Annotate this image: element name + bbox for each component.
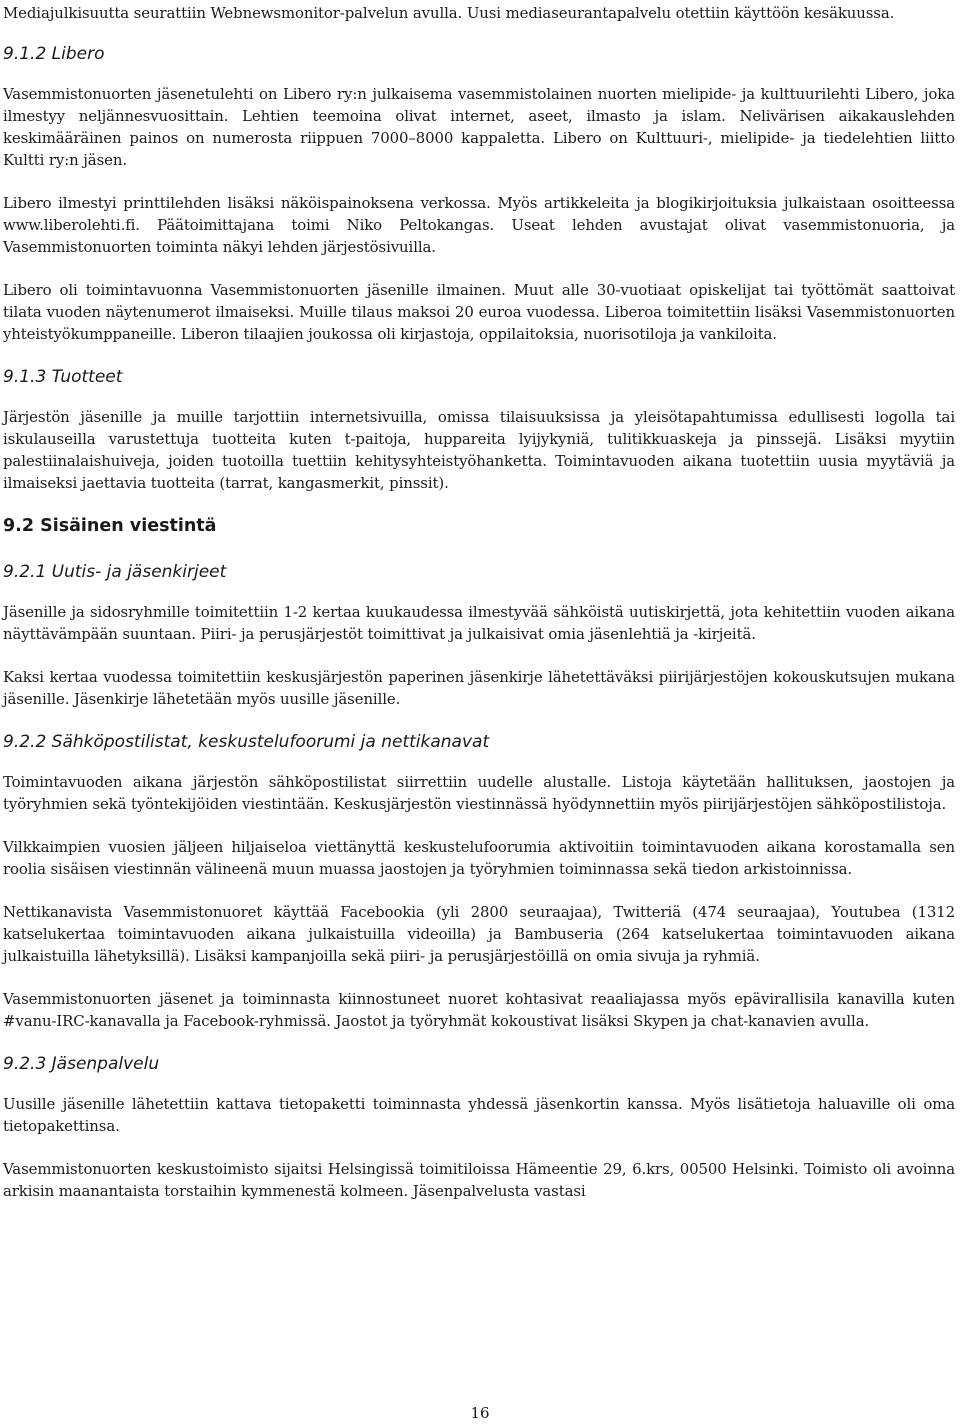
section-heading-sahkopostilistat: 9.2.2 Sähköpostilistat, keskustelufoorumi ja nettikanavat bbox=[3, 732, 490, 752]
jasenpalvelu-paragraph-1: Uusille jäsenille lähetettiin kattava tietopaketti toiminnasta yhdessä jäsenkortin kanssa. Myös lisätietoja haluaville oli oma tietopakettinsa. bbox=[3, 1095, 955, 1135]
section-heading-uutiskirjeet: 9.2.1 Uutis- ja jäsenkirjeet bbox=[3, 562, 227, 582]
sahkopostilistat-paragraph-4: Vasemmistonuorten jäsenet ja toiminnasta kiinnostuneet nuoret kohtasivat reaaliajassa myös epävirallisila kanavilla kuten #vanu-IRC-kanavalla ja Facebook-ryhmissä. Jaostot ja työryhmät kokoustivat lisäksi Skypen ja chat-kanavien avulla. bbox=[3, 990, 955, 1030]
libero-paragraph-2: Libero ilmestyi printtilehden lisäksi näköispainoksena verkossa. Myös artikkeleita ja blogikirjoituksia julkaistaan osoitteessa www.liberolehti.fi. Päätoimittajana toimi Niko Peltokangas. Useat lehden avustajat olivat vasemmistonuoria, ja Vasemmistonuorten toiminta näkyi lehden järjestösivuilla. bbox=[3, 194, 955, 256]
sahkopostilistat-paragraph-1: Toimintavuoden aikana järjestön sähköpostilistat siirrettiin uudelle alustalle. Listoja käytetään hallituksen, jaostojen ja työryhmien sekä työntekijöiden viestintään. Keskusjärjestön viestinnässä hyödynnettiin myös piirijärjestöjen sähköpostilistoja. bbox=[3, 773, 955, 813]
section-heading-jasenpalvelu: 9.2.3 Jäsenpalvelu bbox=[3, 1054, 160, 1074]
libero-paragraph-1: Vasemmistonuorten jäsenetulehti on Libero ry:n julkaisema vasemmistolainen nuorten mielipide- ja kulttuurilehti Libero, joka ilmestyy neljännesvuosittain. Lehtien teemoina olivat internet, aseet, ilmasto ja islam. Nelivärisen aikakauslehden keskimääräinen painos on numerosta riippuen 7000–8000 kappaletta. Libero on Kulttuuri-, mielipide- ja tiedelehtien liitto Kultti ry:n jäsen. bbox=[3, 85, 955, 169]
uutiskirjeet-paragraph-2: Kaksi kertaa vuodessa toimitettiin keskusjärjestön paperinen jäsenkirje lähetettäväksi piirijärjestöjen kokouskutsujen mukana jäsenille. Jäsenkirje lähetetään myös uusille jäsenille. bbox=[3, 668, 955, 708]
libero-paragraph-3: Libero oli toimintavuonna Vasemmistonuorten jäsenille ilmainen. Muut alle 30-vuotiaat opiskelijat tai työttömät saattoivat tilata vuoden näytenumerot ilmaiseksi. Muille tilaus maksoi 20 euroa vuodessa. Liberoa toimitettiin lisäksi Vasemmistonuorten yhteistyökumppaneille. Liberon tilaajien joukossa oli kirjastoja, oppilaitoksia, nuorisotiloja ja vankiloita. bbox=[3, 281, 955, 343]
uutiskirjeet-paragraph-1: Jäsenille ja sidosryhmille toimitettiin 1-2 kertaa kuukaudessa ilmestyvää sähköistä uutiskirjettä, jota kehitettiin vuoden aikana näyttävämpään suuntaan. Piiri- ja perusjärjestöt toimittivat ja julkaisivat omia jäsenlehtiä ja -kirjeitä. bbox=[3, 603, 955, 643]
section-heading-libero: 9.1.2 Libero bbox=[3, 44, 105, 64]
section-heading-sisainen-viestinta: 9.2 Sisäinen viestintä bbox=[3, 516, 217, 536]
sahkopostilistat-paragraph-3: Nettikanavista Vasemmistonuoret käyttää Facebookia (yli 2800 seuraajaa), Twitteriä (474 seuraajaa), Youtubea (1312 katselukertaa toimintavuoden aikana julkaistuilla videoilla) ja Bambuseria (264 katselukertaa toimintavuoden aikana julkaistuilla lähetyksillä). Lisäksi kampanjoilla sekä piiri- ja perusjärjestöillä on omia sivuja ja ryhmiä. bbox=[3, 903, 955, 965]
page-number: 16 bbox=[470, 1404, 490, 1422]
document-page bbox=[3, 2, 955, 1223]
jasenpalvelu-paragraph-2: Vasemmistonuorten keskustoimisto sijaitsi Helsingissä toimitiloissa Hämeentie 29, 6.krs, 00500 Helsinki. Toimisto oli avoinna arkisin maanantaista torstaihin kymmenestä kolmeen. Jäsenpalvelusta vastasi bbox=[3, 1160, 955, 1200]
section-heading-tuotteet: 9.1.3 Tuotteet bbox=[3, 367, 123, 387]
sahkopostilistat-paragraph-2: Vilkkaimpien vuosien jäljeen hiljaiseloa viettänyttä keskustelufoorumia aktivoitiin toimintavuoden aikana korostamalla sen roolia sisäisen viestinnän välineenä muun muassa jaostojen ja työryhmien toiminnassa sekä tiedon arkistoinnissa. bbox=[3, 838, 955, 878]
intro-paragraph: Mediajulkisuutta seurattiin Webnewsmonitor-palvelun avulla. Uusi mediaseurantapalvelu otettiin käyttöön kesäkuussa. bbox=[3, 4, 895, 22]
tuotteet-paragraph-1: Järjestön jäsenille ja muille tarjottiin internetsivuilla, omissa tilaisuuksissa ja yleisötapahtumissa edullisesti logolla tai iskulauseilla varustettuja tuotteita kuten t-paitoja, huppareita lyijykyniä, tulitikkuaskeja ja pinssejä. Lisäksi myytiin palestiinalaishuiveja, joiden tuotoilla tuettiin kehitysyhteistyöhanketta. Toimintavuoden aikana tuotettiin uusia myytäviä ja ilmaiseksi jaettavia tuotteita (tarrat, kangasmerkit, pinssit). bbox=[3, 408, 955, 492]
